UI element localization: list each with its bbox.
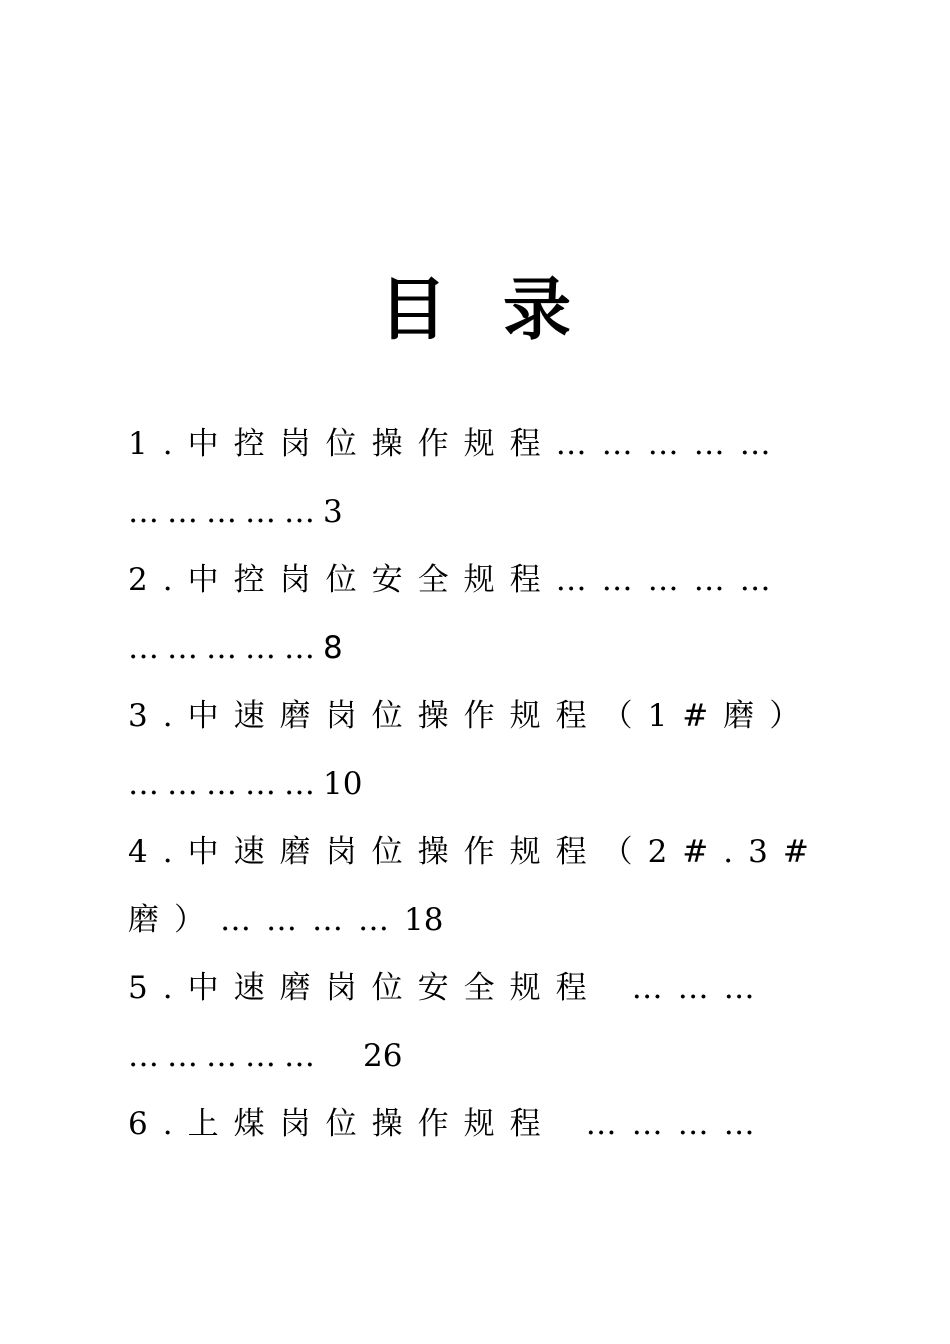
toc-entry-leaders: …………… xyxy=(555,426,786,462)
toc-entry-page-number: 18 xyxy=(404,902,444,938)
toc-entry-leaders: …………… xyxy=(128,630,323,666)
toc-entry-label: 中控岗位安全规程 xyxy=(187,562,556,598)
toc-entry-page-number: 3 xyxy=(323,494,343,530)
toc-entry-label: 中速磨岗位安全规程 xyxy=(187,970,602,1006)
toc-entry-leaders: …………… xyxy=(128,1038,323,1074)
toc-entry-number: 6. xyxy=(128,1106,188,1142)
toc-entry-number: 3. xyxy=(128,698,188,734)
toc-entry-label: 中控岗位操作规程 xyxy=(187,426,556,462)
toc-entry-leaders: ……… xyxy=(631,970,770,1006)
toc-entry-label: 中速磨岗位操作规程（2#.3# xyxy=(187,834,824,870)
toc-entry-leaders: ………… xyxy=(220,902,404,938)
toc-entry-label-continued: 磨） xyxy=(128,902,220,938)
toc-entry-2-continuation[interactable] xyxy=(128,614,818,682)
toc-entry-2[interactable] xyxy=(128,546,818,614)
toc-entry-4-continuation[interactable] xyxy=(128,886,818,954)
toc-entry-label: 中速磨岗位操作规程（1#磨） xyxy=(187,698,816,734)
title-char-1: 目 xyxy=(378,270,447,350)
toc-entry-leaders: ………… xyxy=(585,1106,770,1142)
table-of-contents xyxy=(128,410,824,1158)
toc-entry-leaders: …………… xyxy=(555,562,786,598)
page-title xyxy=(0,270,950,350)
toc-entry-number: 2. xyxy=(128,562,188,598)
toc-entry-5-continuation[interactable] xyxy=(128,1022,818,1090)
toc-entry-3[interactable] xyxy=(128,682,818,750)
toc-entry-leaders: …………… xyxy=(128,494,323,530)
toc-entry-5[interactable] xyxy=(128,954,818,1022)
toc-entry-page-number: 10 xyxy=(323,766,363,802)
toc-entry-label: 上煤岗位操作规程 xyxy=(187,1106,556,1142)
toc-entry-page-number: 26 xyxy=(363,1038,403,1074)
toc-entry-3-continuation[interactable] xyxy=(128,750,818,818)
toc-entry-page-number: 8 xyxy=(323,630,343,666)
toc-entry-number: 4. xyxy=(128,834,188,870)
toc-entry-number: 5. xyxy=(128,970,188,1006)
toc-entry-number: 1. xyxy=(128,426,188,462)
toc-entry-leaders: …………… xyxy=(128,766,323,802)
title-char-2: 录 xyxy=(503,270,572,350)
toc-entry-6[interactable] xyxy=(128,1090,818,1158)
toc-entry-1-continuation[interactable] xyxy=(128,478,818,546)
toc-entry-4[interactable] xyxy=(128,818,824,886)
toc-entry-1[interactable] xyxy=(128,410,818,478)
